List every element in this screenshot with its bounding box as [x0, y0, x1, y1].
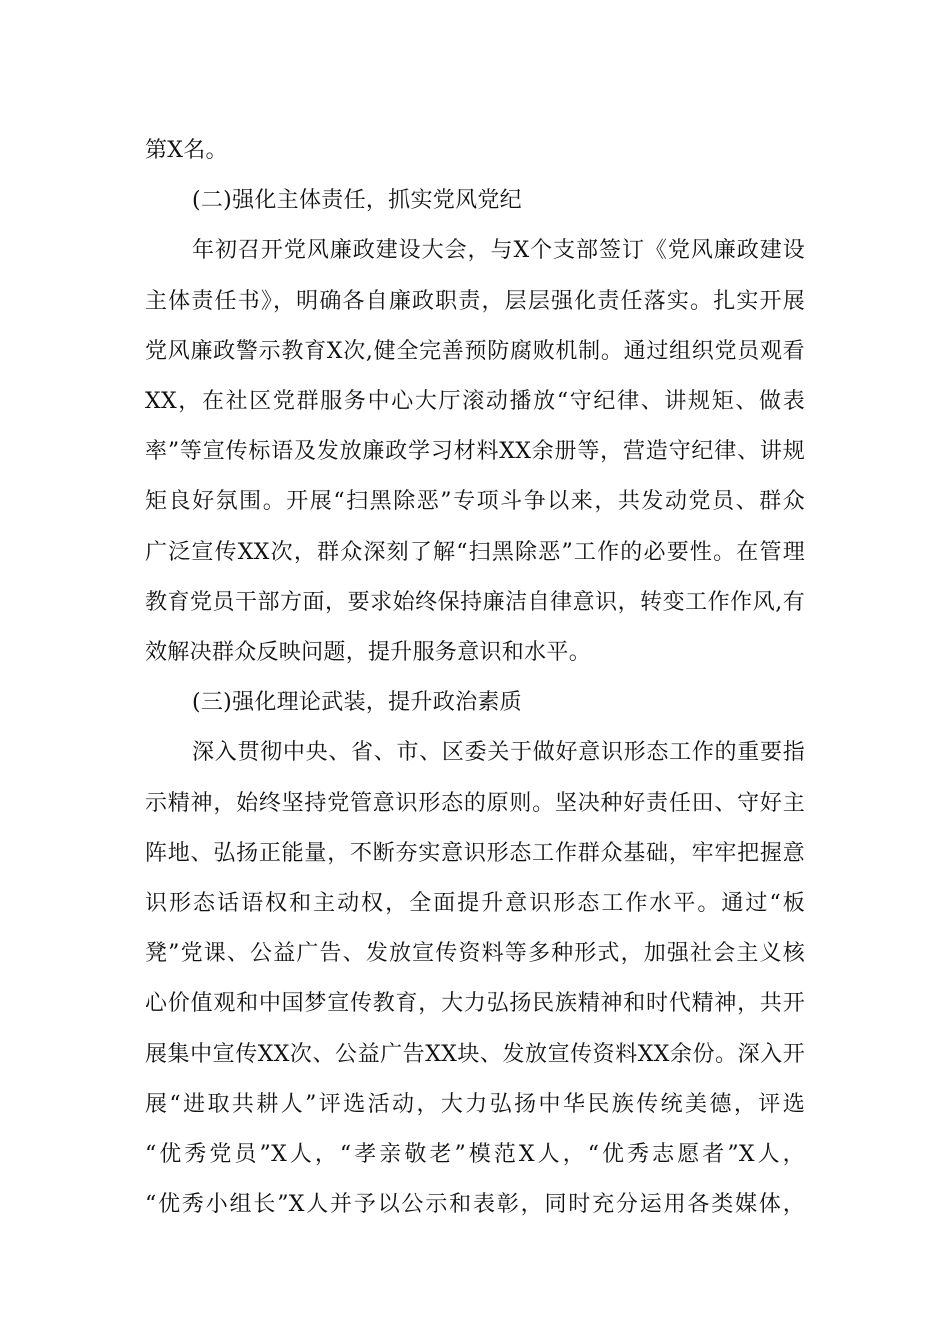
paragraph-line: 率”等宣传标语及发放廉政学习材料XX余册等，营造守纪律、讲规 — [145, 439, 805, 464]
paragraph-line: “优秀小组长”X人并予以公示和表彰，同时充分运用各类媒体， — [145, 1192, 805, 1217]
paragraph-line: XX，在社区党群服务中心大厅滚动播放“守纪律、讲规矩、做表 — [145, 389, 805, 414]
section-heading: (三)强化理论武装，提升政治素质 — [192, 690, 522, 715]
paragraph-line: 深入贯彻中央、省、市、区委关于做好意识形态工作的重要指 — [192, 740, 805, 765]
paragraph-line: 阵地、弘扬正能量，不断夯实意识形态工作群众基础，牢牢把握意 — [145, 841, 805, 866]
paragraph-line: 展“进取共耕人”评选活动，大力弘扬中华民族传统美德，评选 — [145, 1092, 805, 1117]
paragraph-line: 心价值观和中国梦宣传教育，大力弘扬民族精神和时代精神，共开 — [145, 991, 805, 1016]
paragraph-line: “优秀党员”X人，“孝亲敬老”模范X人，“优秀志愿者”X人， — [145, 1142, 805, 1167]
paragraph-line: 展集中宣传XX次、公益广告XX块、发放宣传资料XX余份。深入开 — [145, 1042, 805, 1067]
section-heading: (二)强化主体责任，抓实党风党纪 — [192, 188, 522, 213]
paragraph-line: 效解决群众反映问题，提升服务意识和水平。 — [145, 640, 592, 665]
paragraph-line: 识形态话语权和主动权，全面提升意识形态工作水平。通过“板 — [145, 891, 805, 916]
paragraph-line: 示精神，始终坚持党管意识形态的原则。坚决种好责任田、守好主 — [145, 791, 805, 816]
paragraph-line: 主体责任书》，明确各自廉政职责，层层强化责任落实。扎实开展 — [145, 289, 805, 314]
paragraph-line: 第X名。 — [145, 138, 228, 163]
paragraph-line: 党风廉政警示教育X次,健全完善预防腐败机制。通过组织党员观看 — [145, 339, 805, 364]
paragraph-line: 矩良好氛围。开展“扫黑除恶”专项斗争以来，共发动党员、群众 — [145, 489, 805, 514]
paragraph-line: 广泛宣传XX次，群众深刻了解“扫黑除恶”工作的必要性。在管理 — [145, 540, 805, 565]
paragraph-line: 年初召开党风廉政建设大会，与X个支部签订《党风廉政建设 — [192, 238, 805, 263]
paragraph-line: 凳”党课、公益广告、发放宣传资料等多种形式，加强社会主义核 — [145, 941, 805, 966]
paragraph-line: 教育党员干部方面，要求始终保持廉洁自律意识，转变工作作风,有 — [145, 590, 805, 615]
